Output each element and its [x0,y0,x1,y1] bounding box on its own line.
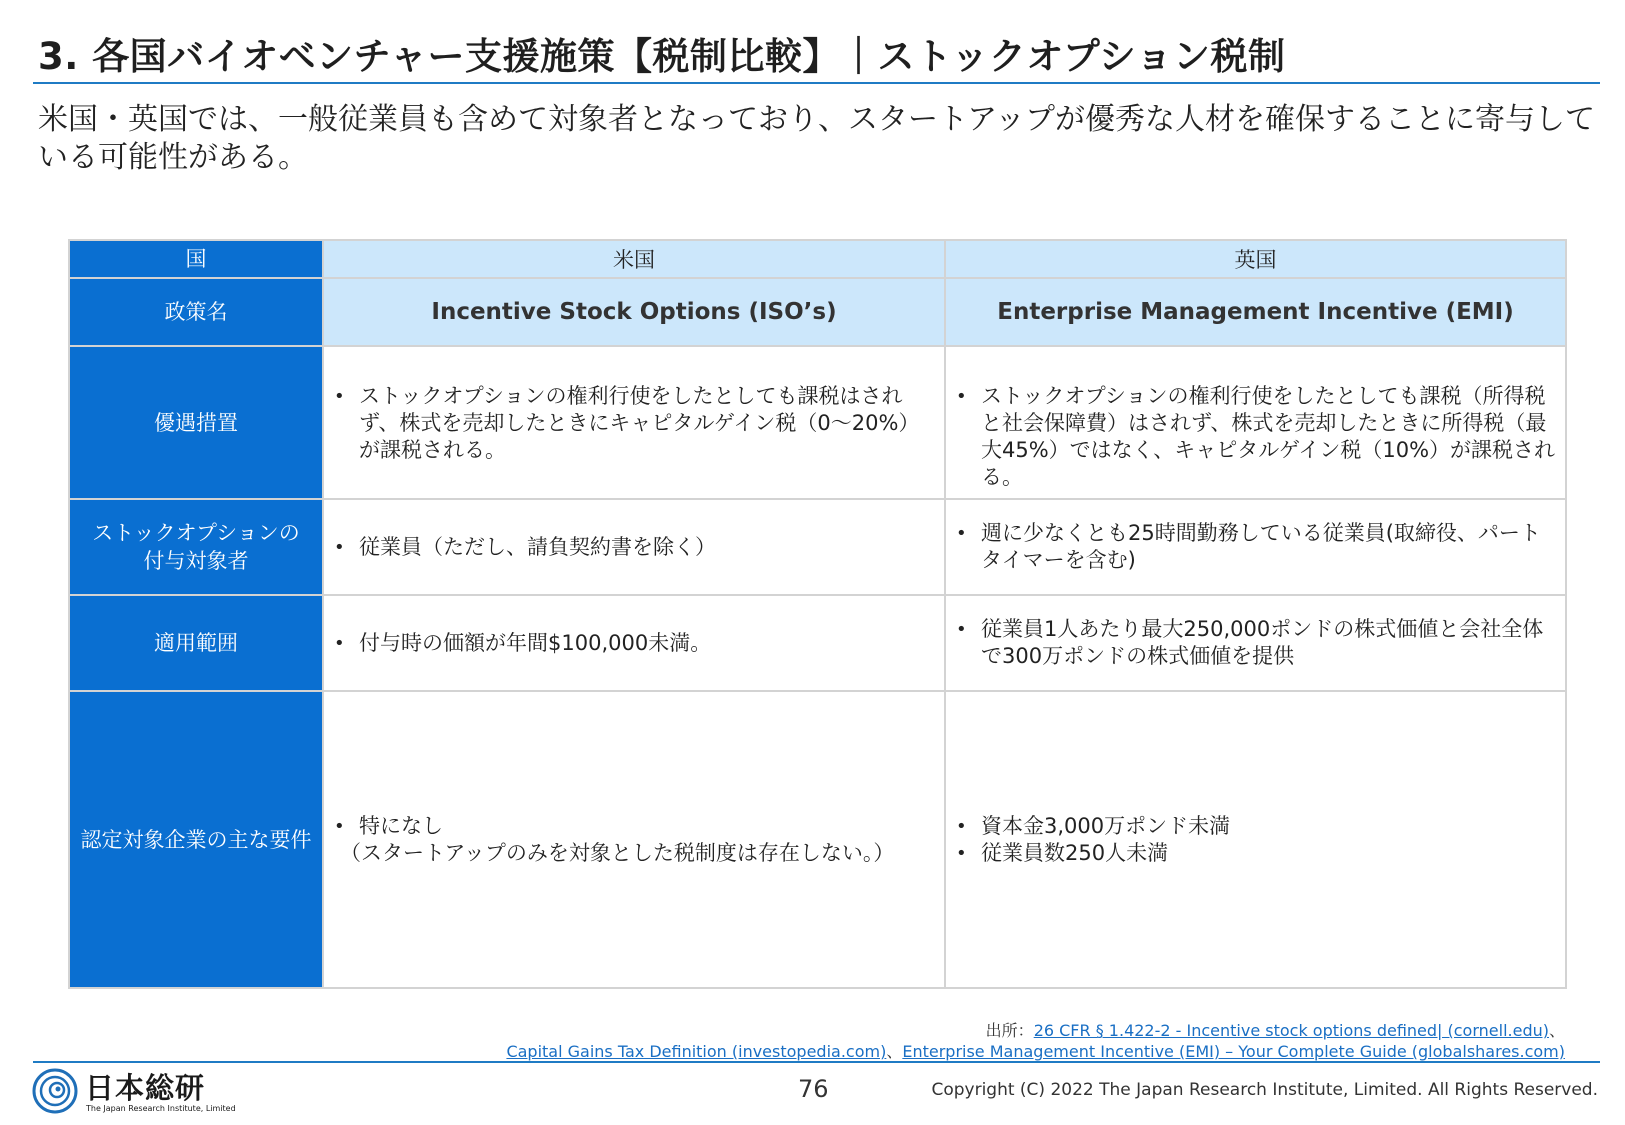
target-uk-cell [945,499,1566,595]
spiral-logo-icon [31,1067,79,1115]
list-item: • 特になし [332,813,936,840]
list-item: • 資本金3,000万ポンド未満 [954,813,1557,840]
table-row [69,691,1566,988]
footer-divider [33,1061,1600,1063]
target-us-cell [323,499,945,595]
sources [506,1020,1565,1062]
table-row [69,240,1566,278]
sources-separator: 、 [1548,1021,1565,1040]
comparison-table [68,239,1567,989]
row-head-benefit: 優遇措置 [69,346,323,499]
sources-line-2 [506,1041,1565,1062]
header-country-cell: 国 [69,240,323,278]
table-row [69,499,1566,595]
table-row [69,346,1566,499]
list-item: • ストックオプションの権利行使をしたとしても課税（所得税と社会保障費）はされず、株式を売却したときに所得税（最大45%）ではなく、キャピタルゲイン税（10%）が課税される。 [954,383,1557,491]
logo-subtitle: The Japan Research Institute, Limited [86,1104,236,1113]
scope-us-cell [323,595,945,691]
page-title: 3. 各国バイオベンチャー支援施策【税制比較】｜ストックオプション税制 [38,35,1286,78]
list-item: • 付与時の価額が年間$100,000未満。 [332,630,936,657]
req-us-cell [323,691,945,988]
benefit-uk-cell [945,346,1566,499]
country-uk-cell: 英国 [945,240,1566,278]
row-head-scope: 適用範囲 [69,595,323,691]
scope-uk-cell [945,595,1566,691]
policy-us-cell: Incentive Stock Options (ISO’s) [323,278,945,346]
copyright: Copyright (C) 2022 The Japan Research Institute, Limited. All Rights Reserved. [931,1080,1598,1100]
policy-uk-cell: Enterprise Management Incentive (EMI) [945,278,1566,346]
lead-text: 米国・英国では、一般従業員も含めて対象者となっており、スタートアップが優秀な人材を確保することに寄与している可能性がある。 [38,102,1595,175]
list-item: • 従業員1人あたり最大250,000ポンドの株式価値と会社全体で300万ポンドの株式価値を提供 [954,616,1557,670]
benefit-us-cell [323,346,945,499]
title-divider [33,82,1600,84]
company-logo [31,1066,236,1116]
table-row [69,278,1566,346]
req-uk-cell [945,691,1566,988]
row-head-target: ストックオプションの 付与対象者 [69,499,323,595]
req-us-note: （スタートアップのみを対象とした税制度は存在しない。） [340,840,895,865]
source-link-investopedia[interactable]: Capital Gains Tax Definition (investopedia.com) [506,1042,887,1061]
table-row [69,595,1566,691]
row-head-requirements: 認定対象企業の主な要件 [69,691,323,988]
country-us-cell: 米国 [323,240,945,278]
sources-separator: 、 [886,1042,903,1061]
page-number: 76 [798,1075,829,1103]
sources-prefix: 出所： [985,1021,1034,1040]
logo-wordmark: 日本総研 [85,1071,206,1105]
source-link-globalshares[interactable]: Enterprise Management Incentive (EMI) – Your Complete Guide (globalshares.com) [902,1042,1565,1061]
sources-line-1 [506,1020,1565,1041]
source-link-cornell[interactable]: 26 CFR § 1.422-2 - Incentive stock options defined| (cornell.edu) [1033,1021,1549,1040]
row-head-policy: 政策名 [69,278,323,346]
list-item: • 従業員（ただし、請負契約書を除く） [332,534,936,561]
list-item: • ストックオプションの権利行使をしたとしても課税はされず、株式を売却したときにキャピタルゲイン税（0～20%）が課税される。 [332,383,936,464]
list-item: • 週に少なくとも25時間勤務している従業員(取締役、パートタイマーを含む) [954,520,1557,574]
list-item: • 従業員数250人未満 [954,840,1557,867]
